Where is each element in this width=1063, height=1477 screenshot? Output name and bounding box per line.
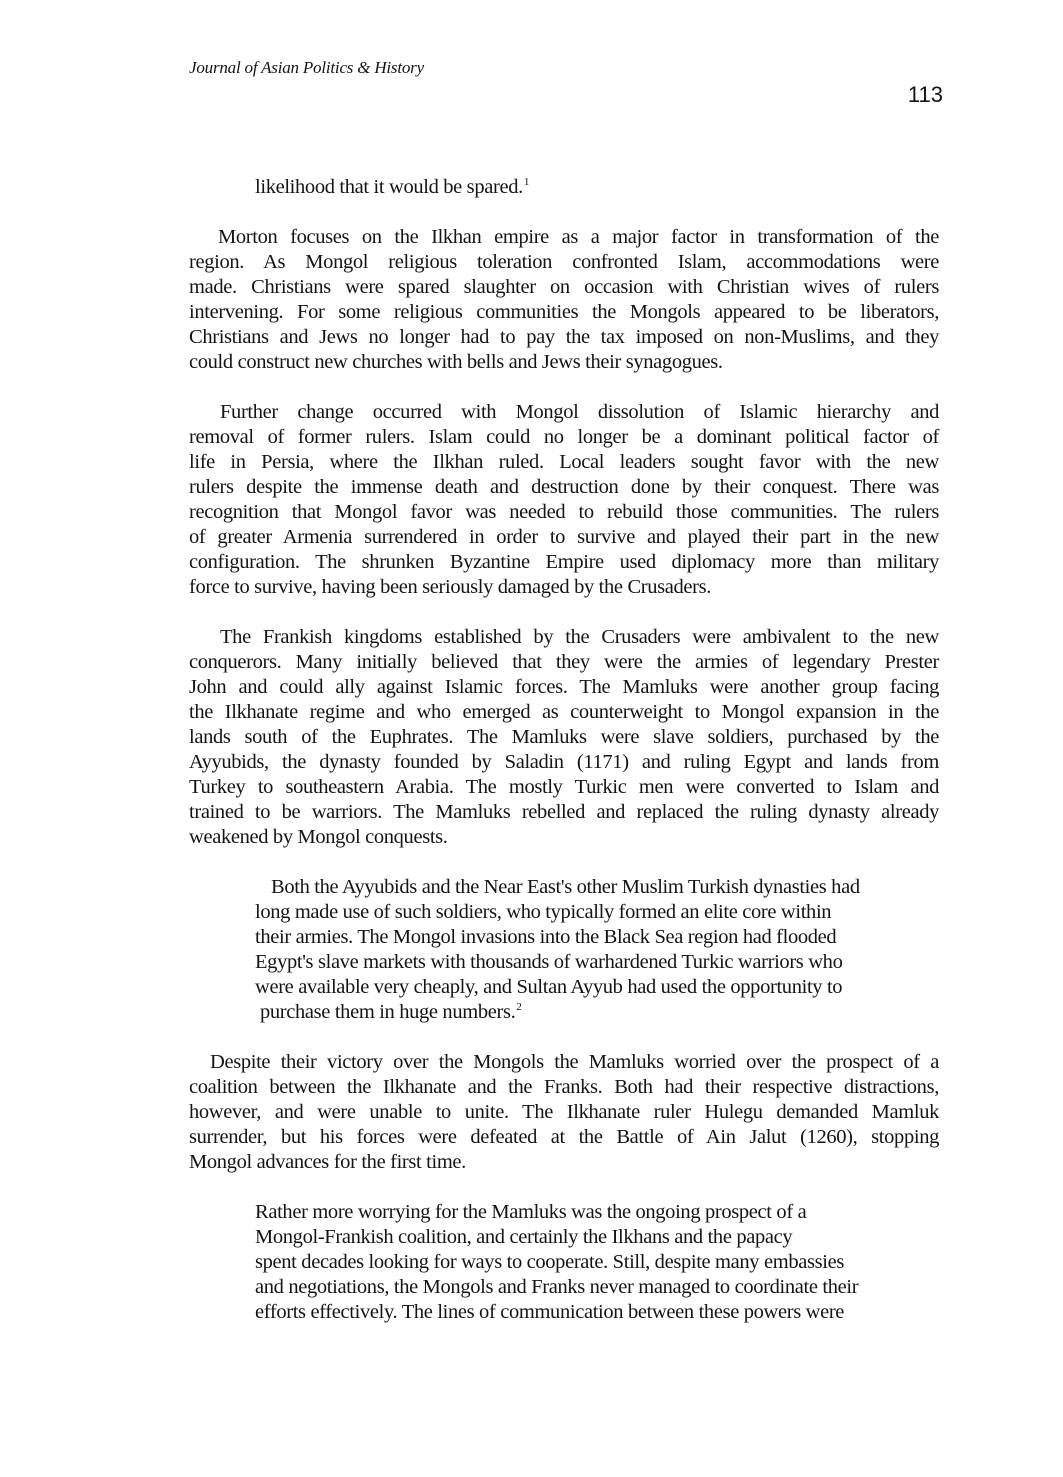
text-line: coalition between the Ilkhanate and the Franks. Both had their respective distractions,	[189, 1076, 939, 1098]
text-line: spent decades looking for ways to cooperate. Still, despite many embassies	[255, 1251, 844, 1273]
paragraph-ilkhan-empire	[189, 225, 939, 375]
text-line: weakened by Mongol conquests.	[189, 826, 448, 848]
paragraph-further-change	[189, 400, 939, 600]
text-line: Christians and Jews no longer had to pay the tax imposed on non-Muslims, and they	[189, 326, 939, 348]
text-line: configuration. The shrunken Byzantine Empire used diplomacy more than military	[189, 551, 939, 573]
continuation-quote	[255, 175, 529, 200]
text-line: likelihood that it would be spared.$^1$	[255, 176, 530, 198]
text-line: of greater Armenia surrendered in order to survive and played their part in the new	[189, 526, 939, 548]
text-line: could construct new churches with bells and Jews their synagogues.	[189, 351, 723, 373]
text-line: the Ilkhanate regime and who emerged as counterweight to Mongol expansion in the	[189, 701, 939, 723]
text-line: Mongol advances for the first time.	[189, 1151, 466, 1173]
text-line: Rather more worrying for the Mamluks was the ongoing prospect of a	[255, 1201, 807, 1223]
text-line: made. Christians were spared slaughter on occasion with Christian wives of rulers	[189, 276, 939, 298]
paragraph-despite-victory	[189, 1050, 939, 1175]
text-line: removal of former rulers. Islam could no longer be a dominant political factor of	[189, 426, 939, 448]
block-quote-ayyubids	[255, 875, 935, 1025]
text-line: Despite their victory over the Mongols the Mamluks worried over the prospect of a	[210, 1051, 939, 1073]
text-line: Ayyubids, the dynasty founded by Saladin (1171) and ruling Egypt and lands from	[189, 751, 939, 773]
page-number: 113	[907, 82, 943, 107]
text-line: were available very cheaply, and Sultan Ayyub had used the opportunity to	[255, 976, 843, 998]
text-line: Further change occurred with Mongol dissolution of Islamic hierarchy and	[220, 401, 939, 423]
text-line: force to survive, having been seriously damaged by the Crusaders.	[189, 576, 712, 598]
text-line: Egypt's slave markets with thousands of warhardened Turkic warriors who	[255, 951, 843, 973]
text-line: and negotiations, the Mongols and Franks never managed to coordinate their	[255, 1276, 859, 1298]
text-line: recognition that Mongol favor was needed to rebuild those communities. The rulers	[189, 501, 939, 523]
journal-running-head: Journal of Asian Politics & History	[189, 58, 424, 77]
text-line: trained to be warriors. The Mamluks rebelled and replaced the ruling dynasty already	[189, 801, 939, 823]
text-line: their armies. The Mongol invasions into the Black Sea region had flooded	[255, 926, 837, 948]
text-line: Turkey to southeastern Arabia. The mostly Turkic men were converted to Islam and	[189, 776, 939, 798]
text-line: purchase them in huge numbers.$^2$	[260, 1001, 522, 1023]
text-line: Mongol-Frankish coalition, and certainly the Ilkhans and the papacy	[255, 1226, 793, 1248]
footnote-ref-2[interactable]: 2	[516, 1001, 522, 1013]
footnote-ref-1[interactable]: 1	[523, 176, 530, 188]
text-line: Both the Ayyubids and the Near East's other Muslim Turkish dynasties had	[271, 876, 860, 898]
text-line: Morton focuses on the Ilkhan empire as a major factor in transformation of the	[218, 226, 939, 248]
paragraph-frankish-kingdoms	[189, 625, 939, 850]
text-line: however, and were unable to unite. The Ilkhanate ruler Hulegu demanded Mamluk	[189, 1101, 939, 1123]
text-line: efforts effectively. The lines of communication between these powers were	[255, 1301, 845, 1323]
text-line: The Frankish kingdoms established by the Crusaders were ambivalent to the new	[220, 626, 939, 648]
text-line: life in Persia, where the Ilkhan ruled. Local leaders sought favor with the new	[189, 451, 939, 473]
text-line: conquerors. Many initially believed that they were the armies of legendary Prester	[189, 651, 939, 673]
text-line: region. As Mongol religious toleration confronted Islam, accommodations were	[189, 251, 939, 273]
text-line: long made use of such soldiers, who typically formed an elite core within	[255, 901, 832, 923]
text-line: intervening. For some religious communities the Mongols appeared to be liberators,	[189, 301, 939, 323]
block-quote-mongol-frankish	[255, 1200, 935, 1325]
text-line: rulers despite the immense death and destruction done by their conquest. There was	[189, 476, 939, 498]
text-line: surrender, but his forces were defeated at the Battle of Ain Jalut (1260), stopping	[189, 1126, 939, 1148]
text-line: John and could ally against Islamic forces. The Mamluks were another group facing	[189, 676, 939, 698]
text-line: lands south of the Euphrates. The Mamluks were slave soldiers, purchased by the	[189, 726, 939, 748]
